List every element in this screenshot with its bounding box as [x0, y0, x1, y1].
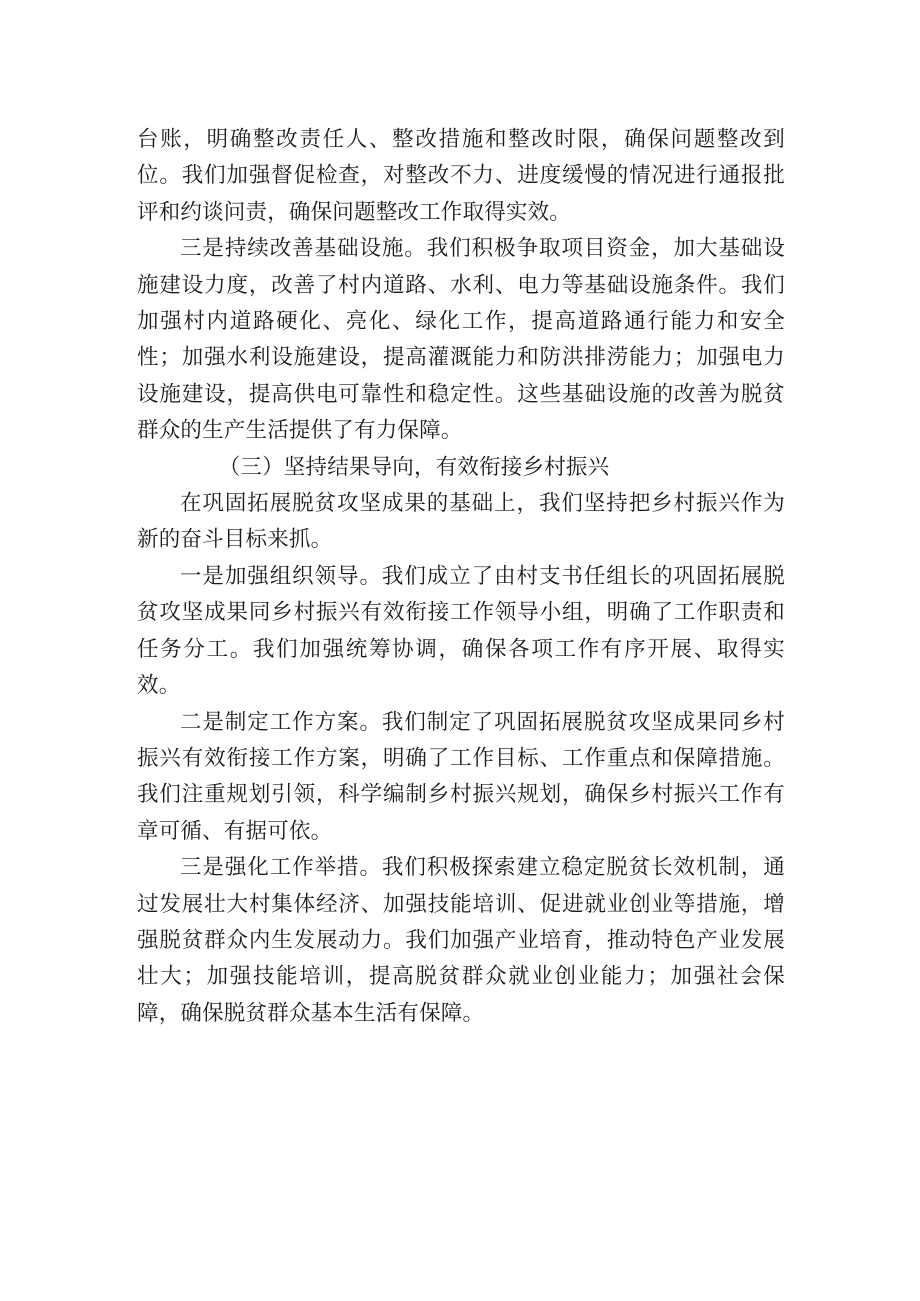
paragraph-plan: 二是制定工作方案。我们制定了巩固拓展脱贫攻坚成果同乡村振兴有效衔接工作方案，明确了工作目标、工作重点和保障措施。我们注重规划引领，科学编制乡村振兴规划，确保乡村振兴工作有章可循、有据可依。: [137, 709, 785, 844]
section-heading-text: （三）坚持结果导向，有效衔接乡村振兴: [218, 454, 610, 480]
document-body: [137, 122, 785, 1032]
section-heading: [137, 450, 785, 486]
paragraph-intro: 在巩固拓展脱贫攻坚成果的基础上，我们坚持把乡村振兴作为新的奋斗目标来抓。: [137, 491, 785, 553]
paragraph-leadership: 一是加强组织领导。我们成立了由村支书任组长的巩固拓展脱贫攻坚成果同乡村振兴有效衔接工作领导小组，明确了工作职责和任务分工。我们加强统筹协调，确保各项工作有序开展、取得实效。: [137, 563, 785, 699]
paragraph-measures: 三是强化工作举措。我们积极探索建立稳定脱贫长效机制，通过发展壮大村集体经济、加强技能培训、促进就业创业等措施，增强脱贫群众内生发展动力。我们加强产业培育，推动特色产业发展壮大；加强技能培训，提高脱贫群众就业创业能力；加强社会保障，确保脱贫群众基本生活有保障。: [137, 855, 785, 1026]
paragraph-continuation: 台账，明确整改责任人、整改措施和整改时限，确保问题整改到位。我们加强督促检查，对整改不力、进度缓慢的情况进行通报批评和约谈问责，确保问题整改工作取得实效。: [137, 127, 785, 225]
paragraph-infrastructure: 三是持续改善基础设施。我们积极争取项目资金，加大基础设施建设力度，改善了村内道路、水利、电力等基础设施条件。我们加强村内道路硬化、亮化、绿化工作，提高道路通行能力和安全性；加强水利设施建设，提高灌溉能力和防洪排涝能力；加强电力设施建设，提高供电可靠性和稳定性。这些基础设施的改善为脱贫群众的生产生活提供了有力保障。: [137, 236, 785, 444]
